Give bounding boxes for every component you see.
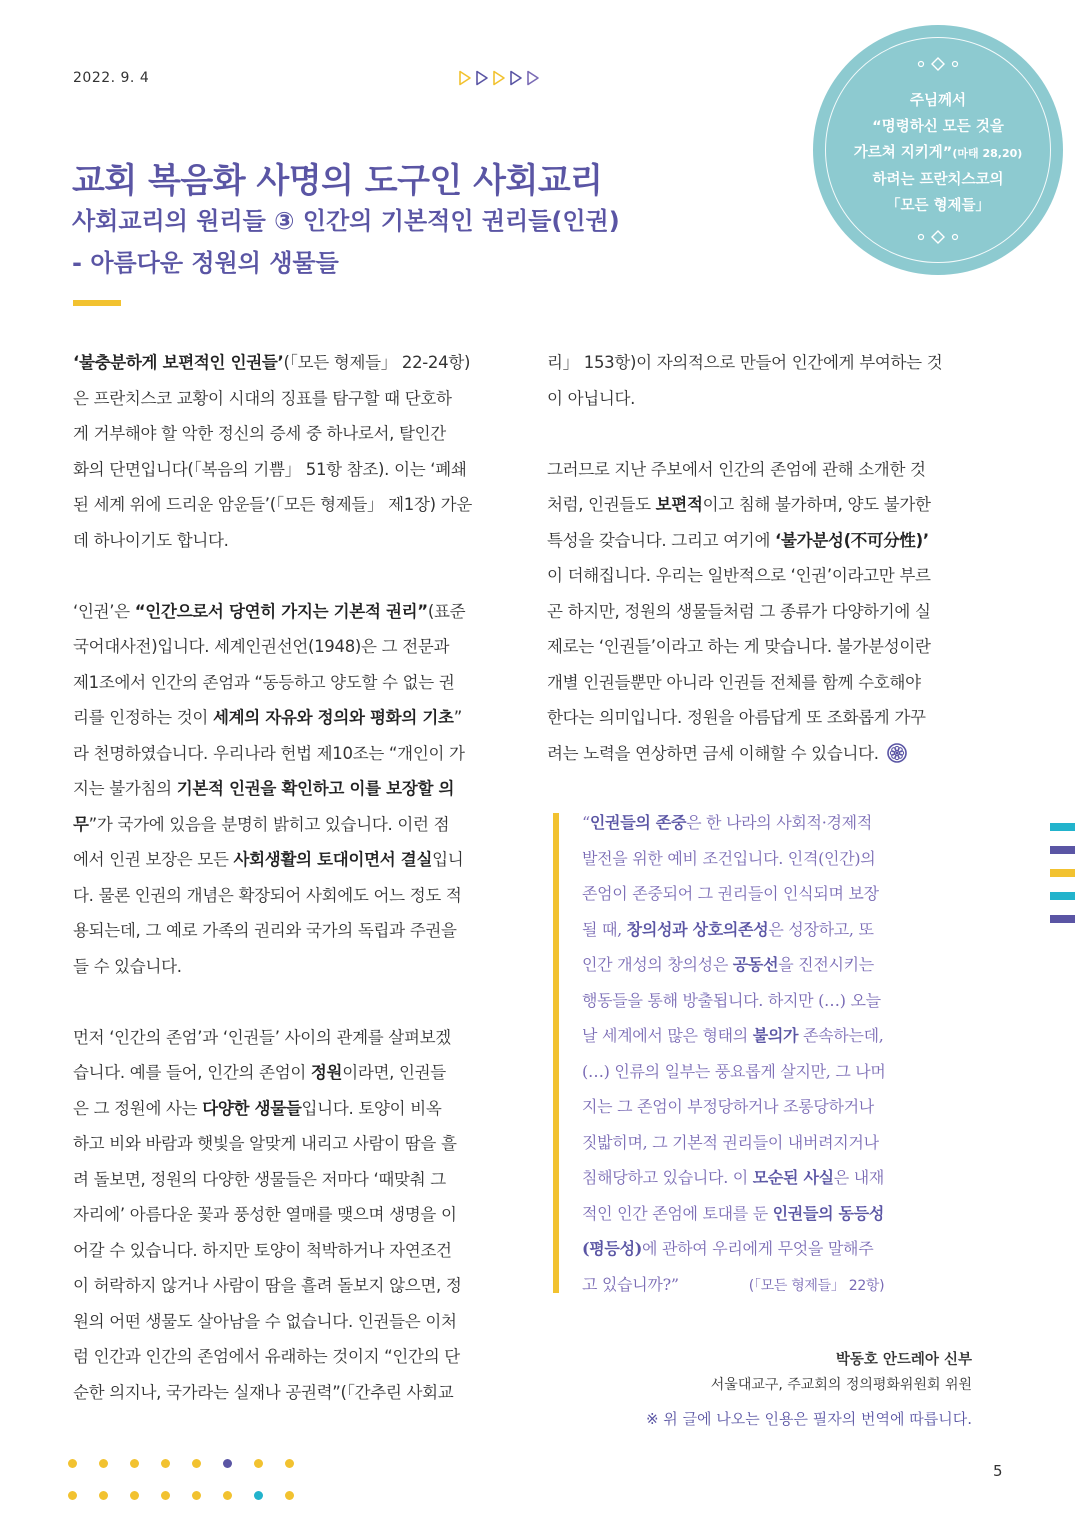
body-line xyxy=(73,1020,498,1056)
text-run: 존엄이 존중되어 그 권리들이 인식되며 보장 xyxy=(582,884,879,903)
text-run: 은 한 나라의 사회적·경제적 xyxy=(686,813,872,832)
text-run: 자리에’ 아름다운 꽃과 풍성한 열매를 맺으며 생명을 이 xyxy=(73,1205,457,1224)
blank-line xyxy=(547,416,975,452)
text-run: 들 수 있습니다. xyxy=(73,956,182,976)
body-line xyxy=(547,594,975,630)
quote-line xyxy=(582,1267,974,1305)
body-line xyxy=(547,558,975,594)
text-run: 고 있습니까?” xyxy=(582,1274,679,1294)
text-run: 은 성장하고, 또 xyxy=(768,919,874,939)
body-line xyxy=(73,949,498,985)
body-line xyxy=(73,842,498,878)
right-column xyxy=(547,345,975,771)
text-run: 인간 개성의 창의성은 xyxy=(582,955,733,974)
decor-dot xyxy=(68,1459,77,1468)
decor-dot xyxy=(130,1459,139,1468)
text-run: 행동들을 통해 방출됩니다. 하지만 (…) 오늘 xyxy=(582,990,881,1010)
quote-line xyxy=(582,841,974,877)
text-run: 은 프란치스코 교황이 시대의 징표를 탐구할 때 단호하 xyxy=(73,388,452,408)
text-run: 개별 인권들뿐만 아니라 인권들 전체를 함께 수호해야 xyxy=(547,672,921,692)
quote-line xyxy=(582,1125,974,1161)
text-run: 리」 153항)이 자의적으로 만들어 인간에게 부여하는 것 xyxy=(547,353,943,372)
text-run: 짓밟히며, 그 기본적 권리들이 내버려지거나 xyxy=(582,1132,879,1152)
body-line xyxy=(73,771,498,807)
text-run: 리를 인정하는 것이 xyxy=(73,708,213,727)
quote-bar xyxy=(553,813,559,1293)
text-run: 지는 불가침의 xyxy=(73,779,177,798)
text-run: 은 내재 xyxy=(833,1168,885,1187)
body-line xyxy=(73,1375,498,1411)
quote-block xyxy=(582,805,974,1304)
decor-dot xyxy=(223,1491,232,1500)
quote-line xyxy=(582,876,974,912)
body-line xyxy=(73,913,498,949)
emphasis-text: 사회생활의 토대이면서 결실 xyxy=(233,850,433,869)
badge-text xyxy=(833,88,1043,219)
play-arrow-icon xyxy=(475,70,489,86)
text-run: 국어대사전)입니다. 세계인권선언(1948)은 그 전문과 xyxy=(73,637,450,656)
emphasis-text: 다양한 생물들 xyxy=(202,1098,302,1118)
page-title: 교회 복음화 사명의 도구인 사회교리 xyxy=(72,161,603,201)
decor-dot xyxy=(192,1491,201,1500)
text-run: 먼저 ‘인간의 존엄’과 ‘인권들’ 사이의 관계를 살펴보겠 xyxy=(73,1027,451,1047)
decor-dot xyxy=(285,1459,294,1468)
body-line xyxy=(73,381,498,417)
text-run: 이 허락하지 않거나 사람이 땀을 흘려 돌보지 않으면, 정 xyxy=(73,1276,462,1295)
body-line xyxy=(73,1162,498,1198)
text-run: 화의 단면입니다(「복음의 기쁨」 51항 참조). 이는 ‘폐쇄 xyxy=(73,459,467,479)
dot-row xyxy=(68,1459,294,1468)
theme-badge xyxy=(813,25,1063,275)
emphasis-text: 공동선 xyxy=(732,955,779,974)
emphasis-text: 인권들의 존중 xyxy=(589,813,687,832)
decor-dot xyxy=(254,1491,263,1500)
quote-line xyxy=(582,1196,974,1232)
body-line xyxy=(73,1091,498,1127)
text-run: 존속하는데, xyxy=(798,1026,884,1045)
play-arrow-icon xyxy=(526,70,540,86)
badge-line: 주님께서 xyxy=(909,93,967,109)
text-run: 날 세계에서 많은 형태의 xyxy=(582,1026,753,1045)
body-line xyxy=(73,452,498,488)
text-run: 하고 비와 바람과 햇빛을 알맞게 내리고 사람이 땀을 흘 xyxy=(73,1134,457,1153)
blank-line xyxy=(73,984,498,1020)
left-column xyxy=(73,345,498,1410)
body-line xyxy=(73,1055,498,1091)
body-line xyxy=(547,523,975,559)
color-bar xyxy=(1050,823,1075,831)
text-run: 순한 의지나, 국가라는 실재나 공권력”(「간추린 사회교 xyxy=(73,1382,454,1402)
quote-line xyxy=(582,805,974,841)
text-run: ”가 국가에 있음을 분명히 밝히고 있습니다. 이런 점 xyxy=(88,814,450,834)
body-line xyxy=(73,665,498,701)
body-line xyxy=(73,878,498,914)
decor-dot xyxy=(161,1491,170,1500)
body-line xyxy=(547,345,975,381)
text-run: 이고 침해 불가하며, 양도 불가한 xyxy=(702,495,931,514)
dot-row xyxy=(68,1491,294,1500)
text-run: 제로는 ‘인권들’이라고 하는 게 맞습니다. 불가분성이란 xyxy=(547,637,931,656)
translation-note: ※ 위 글에 나오는 인용은 필자의 번역에 따릅니다. xyxy=(645,1410,972,1428)
badge-line-main: 가르쳐 지키게” xyxy=(853,145,953,161)
body-line xyxy=(73,629,498,665)
text-run: 침해당하고 있습니다. 이 xyxy=(582,1168,753,1187)
body-line xyxy=(547,487,975,523)
text-run: (표준 xyxy=(427,601,466,621)
text-run: 처럼, 인권들도 xyxy=(547,495,656,514)
emphasis-text: 인권들의 동등성 xyxy=(772,1203,885,1223)
text-run: 에서 인권 보장은 모든 xyxy=(73,850,234,869)
issue-date: 2022. 9. 4 xyxy=(73,70,150,86)
emphasis-text: 무 xyxy=(73,814,89,834)
quote-line xyxy=(582,1160,974,1196)
body-line xyxy=(73,807,498,843)
text-run: 발전을 위한 예비 조건입니다. 인격(인간)의 xyxy=(582,848,876,868)
play-arrow-icon xyxy=(458,70,472,86)
text-run: 원의 어떤 생물도 살아남을 수 없습니다. 인권들은 이처 xyxy=(73,1311,457,1331)
side-color-bars xyxy=(1050,823,1075,938)
text-run: 될 때, xyxy=(582,919,627,939)
emphasis-text: ‘불충분하게 보편적인 인권들’ xyxy=(73,353,284,372)
body-line xyxy=(73,416,498,452)
text-run: 다. 물론 인권의 개념은 확장되어 사회에도 어느 정도 적 xyxy=(73,885,462,905)
body-line xyxy=(73,345,498,381)
text-run: 지는 그 존엄이 부정당하거나 조롱당하거나 xyxy=(582,1097,874,1116)
decor-dot xyxy=(68,1491,77,1500)
author-name: 박동호 안드레아 신부 xyxy=(835,1352,972,1368)
text-run: 적인 인간 존엄에 토대를 둔 xyxy=(582,1203,773,1223)
text-run: 라 천명하였습니다. 우리나라 헌법 제10조는 “개인이 가 xyxy=(73,743,465,763)
text-run: 이 아닙니다. xyxy=(547,388,636,408)
text-run: (…) 인류의 일부는 풍요롭게 살지만, 그 나머 xyxy=(582,1061,886,1081)
diamond-ornament-icon xyxy=(813,57,1063,71)
title-underline xyxy=(73,300,121,306)
body-line xyxy=(547,381,975,417)
text-run: 데 하나이기도 합니다. xyxy=(73,530,229,550)
quote-source: (「모든 형제들」 22항) xyxy=(748,1277,885,1294)
text-run: ‘인권’은 xyxy=(73,601,135,621)
text-run: ” xyxy=(453,708,462,727)
text-run: 곤 하지만, 정원의 생물들처럼 그 종류가 다양하기에 실 xyxy=(547,601,931,621)
text-run: 은 그 정원에 사는 xyxy=(73,1098,203,1118)
body-line xyxy=(73,1304,498,1340)
text-run: 럼 인간과 인간의 존엄에서 유래하는 것이지 “인간의 단 xyxy=(73,1347,460,1366)
decor-dot xyxy=(99,1491,108,1500)
page-number: 5 xyxy=(993,1462,1003,1480)
arrow-decoration xyxy=(458,70,540,86)
emphasis-text: 기본적 인권을 확인하고 이를 보장할 의 xyxy=(176,779,455,798)
decor-dot xyxy=(285,1491,294,1500)
text-run: (「모든 형제들」 22-24항) xyxy=(283,353,471,372)
emphasis-text: 불의가 xyxy=(752,1026,799,1045)
body-line xyxy=(73,1233,498,1269)
author-affiliation: 서울대교구, 주교회의 정의평화위원회 위원 xyxy=(710,1377,972,1393)
text-run: 려는 노력을 연상하면 금세 이해할 수 있습니다. xyxy=(547,743,879,763)
color-bar xyxy=(1050,869,1075,877)
text-run: 게 거부해야 할 악한 정신의 증세 중 하나로서, 탈인간 xyxy=(73,424,446,443)
badge-line: 하려는 프란치스코의 xyxy=(872,172,1004,188)
blank-line xyxy=(73,558,498,594)
page-subtitle: 사회교리의 원리들 ③ 인간의 기본적인 권리들(인권) xyxy=(72,207,620,235)
quote-line xyxy=(582,1018,974,1054)
quote-line xyxy=(582,983,974,1019)
emphasis-text: 정원 xyxy=(310,1063,343,1082)
page-subtitle-2: - 아름다운 정원의 생물들 xyxy=(72,249,339,277)
text-run: 이라면, 인권들 xyxy=(342,1063,446,1082)
decor-dot xyxy=(161,1459,170,1468)
body-line xyxy=(73,523,498,559)
text-run: 습니다. 예를 들어, 인간의 존엄이 xyxy=(73,1063,311,1082)
flower-end-mark-icon xyxy=(887,743,907,763)
text-run: 그러므로 지난 주보에서 인간의 존엄에 관해 소개한 것 xyxy=(547,459,926,479)
text-run: 이 더해집니다. 우리는 일반적으로 ‘인권’이라고만 부르 xyxy=(547,566,931,585)
badge-line: 「모든 형제들」 xyxy=(885,198,991,214)
body-line xyxy=(547,665,975,701)
text-run: 입니 xyxy=(432,850,464,869)
text-run: 입니다. 토양이 비옥 xyxy=(301,1098,442,1118)
emphasis-text: 세계의 자유와 정의와 평화의 기초 xyxy=(212,708,454,727)
body-line xyxy=(547,700,975,736)
body-line xyxy=(547,736,975,772)
text-run: “ xyxy=(582,813,590,832)
emphasis-text: 모순된 사실 xyxy=(752,1168,834,1187)
badge-line xyxy=(833,140,1043,167)
text-run: 제1조에서 인간의 존엄과 “동등하고 양도할 수 없는 권 xyxy=(73,672,455,692)
play-arrow-icon xyxy=(509,70,523,86)
quote-line xyxy=(582,1054,974,1090)
body-line xyxy=(547,452,975,488)
body-line xyxy=(73,1197,498,1233)
emphasis-text: 보편적 xyxy=(655,495,703,514)
decor-dot xyxy=(192,1459,201,1468)
text-run: 된 세계 위에 드리운 암운들’(「모든 형제들」 제1장) 가운 xyxy=(73,495,472,514)
body-line xyxy=(547,629,975,665)
body-line xyxy=(73,1126,498,1162)
text-run: 을 진전시키는 xyxy=(778,955,874,974)
decor-dot xyxy=(130,1491,139,1500)
emphasis-text: (평등성) xyxy=(582,1239,643,1258)
decor-dot xyxy=(254,1459,263,1468)
body-line xyxy=(73,1268,498,1304)
color-bar xyxy=(1050,915,1075,923)
text-run: 에 관하여 우리에게 무엇을 말해주 xyxy=(642,1239,874,1258)
text-run: 특성을 갖습니다. 그리고 여기에 xyxy=(547,530,776,550)
body-line xyxy=(73,487,498,523)
decor-dot xyxy=(99,1459,108,1468)
color-bar xyxy=(1050,846,1075,854)
body-line xyxy=(73,1339,498,1375)
quote-line xyxy=(582,912,974,948)
badge-line: “명령하신 모든 것을 xyxy=(872,119,1004,135)
text-run: 한다는 의미입니다. 정원을 아름답게 또 조화롭게 가꾸 xyxy=(547,708,926,727)
diamond-ornament-icon xyxy=(813,230,1063,244)
decor-dot xyxy=(223,1459,232,1468)
play-arrow-icon xyxy=(492,70,506,86)
body-line xyxy=(73,700,498,736)
body-line xyxy=(73,736,498,772)
emphasis-text: ‘불가분성(不可分性)’ xyxy=(775,530,929,550)
body-line xyxy=(73,594,498,630)
color-bar xyxy=(1050,892,1075,900)
text-run: 어갈 수 있습니다. 하지만 토양이 척박하거나 자연조건 xyxy=(73,1240,452,1260)
emphasis-text: 창의성과 상호의존성 xyxy=(626,919,769,939)
emphasis-text: “인간으로서 당연히 가지는 기본적 권리” xyxy=(134,601,428,621)
quote-line xyxy=(582,1089,974,1125)
quote-line xyxy=(582,947,974,983)
badge-line-ref: (마태 28,20) xyxy=(952,147,1023,160)
quote-line xyxy=(582,1231,974,1267)
text-run: 려 돌보면, 정원의 다양한 생물들은 저마다 ‘때맞춰 그 xyxy=(73,1169,446,1189)
text-run: 용되는데, 그 예로 가족의 권리와 국가의 독립과 주권을 xyxy=(73,921,457,940)
